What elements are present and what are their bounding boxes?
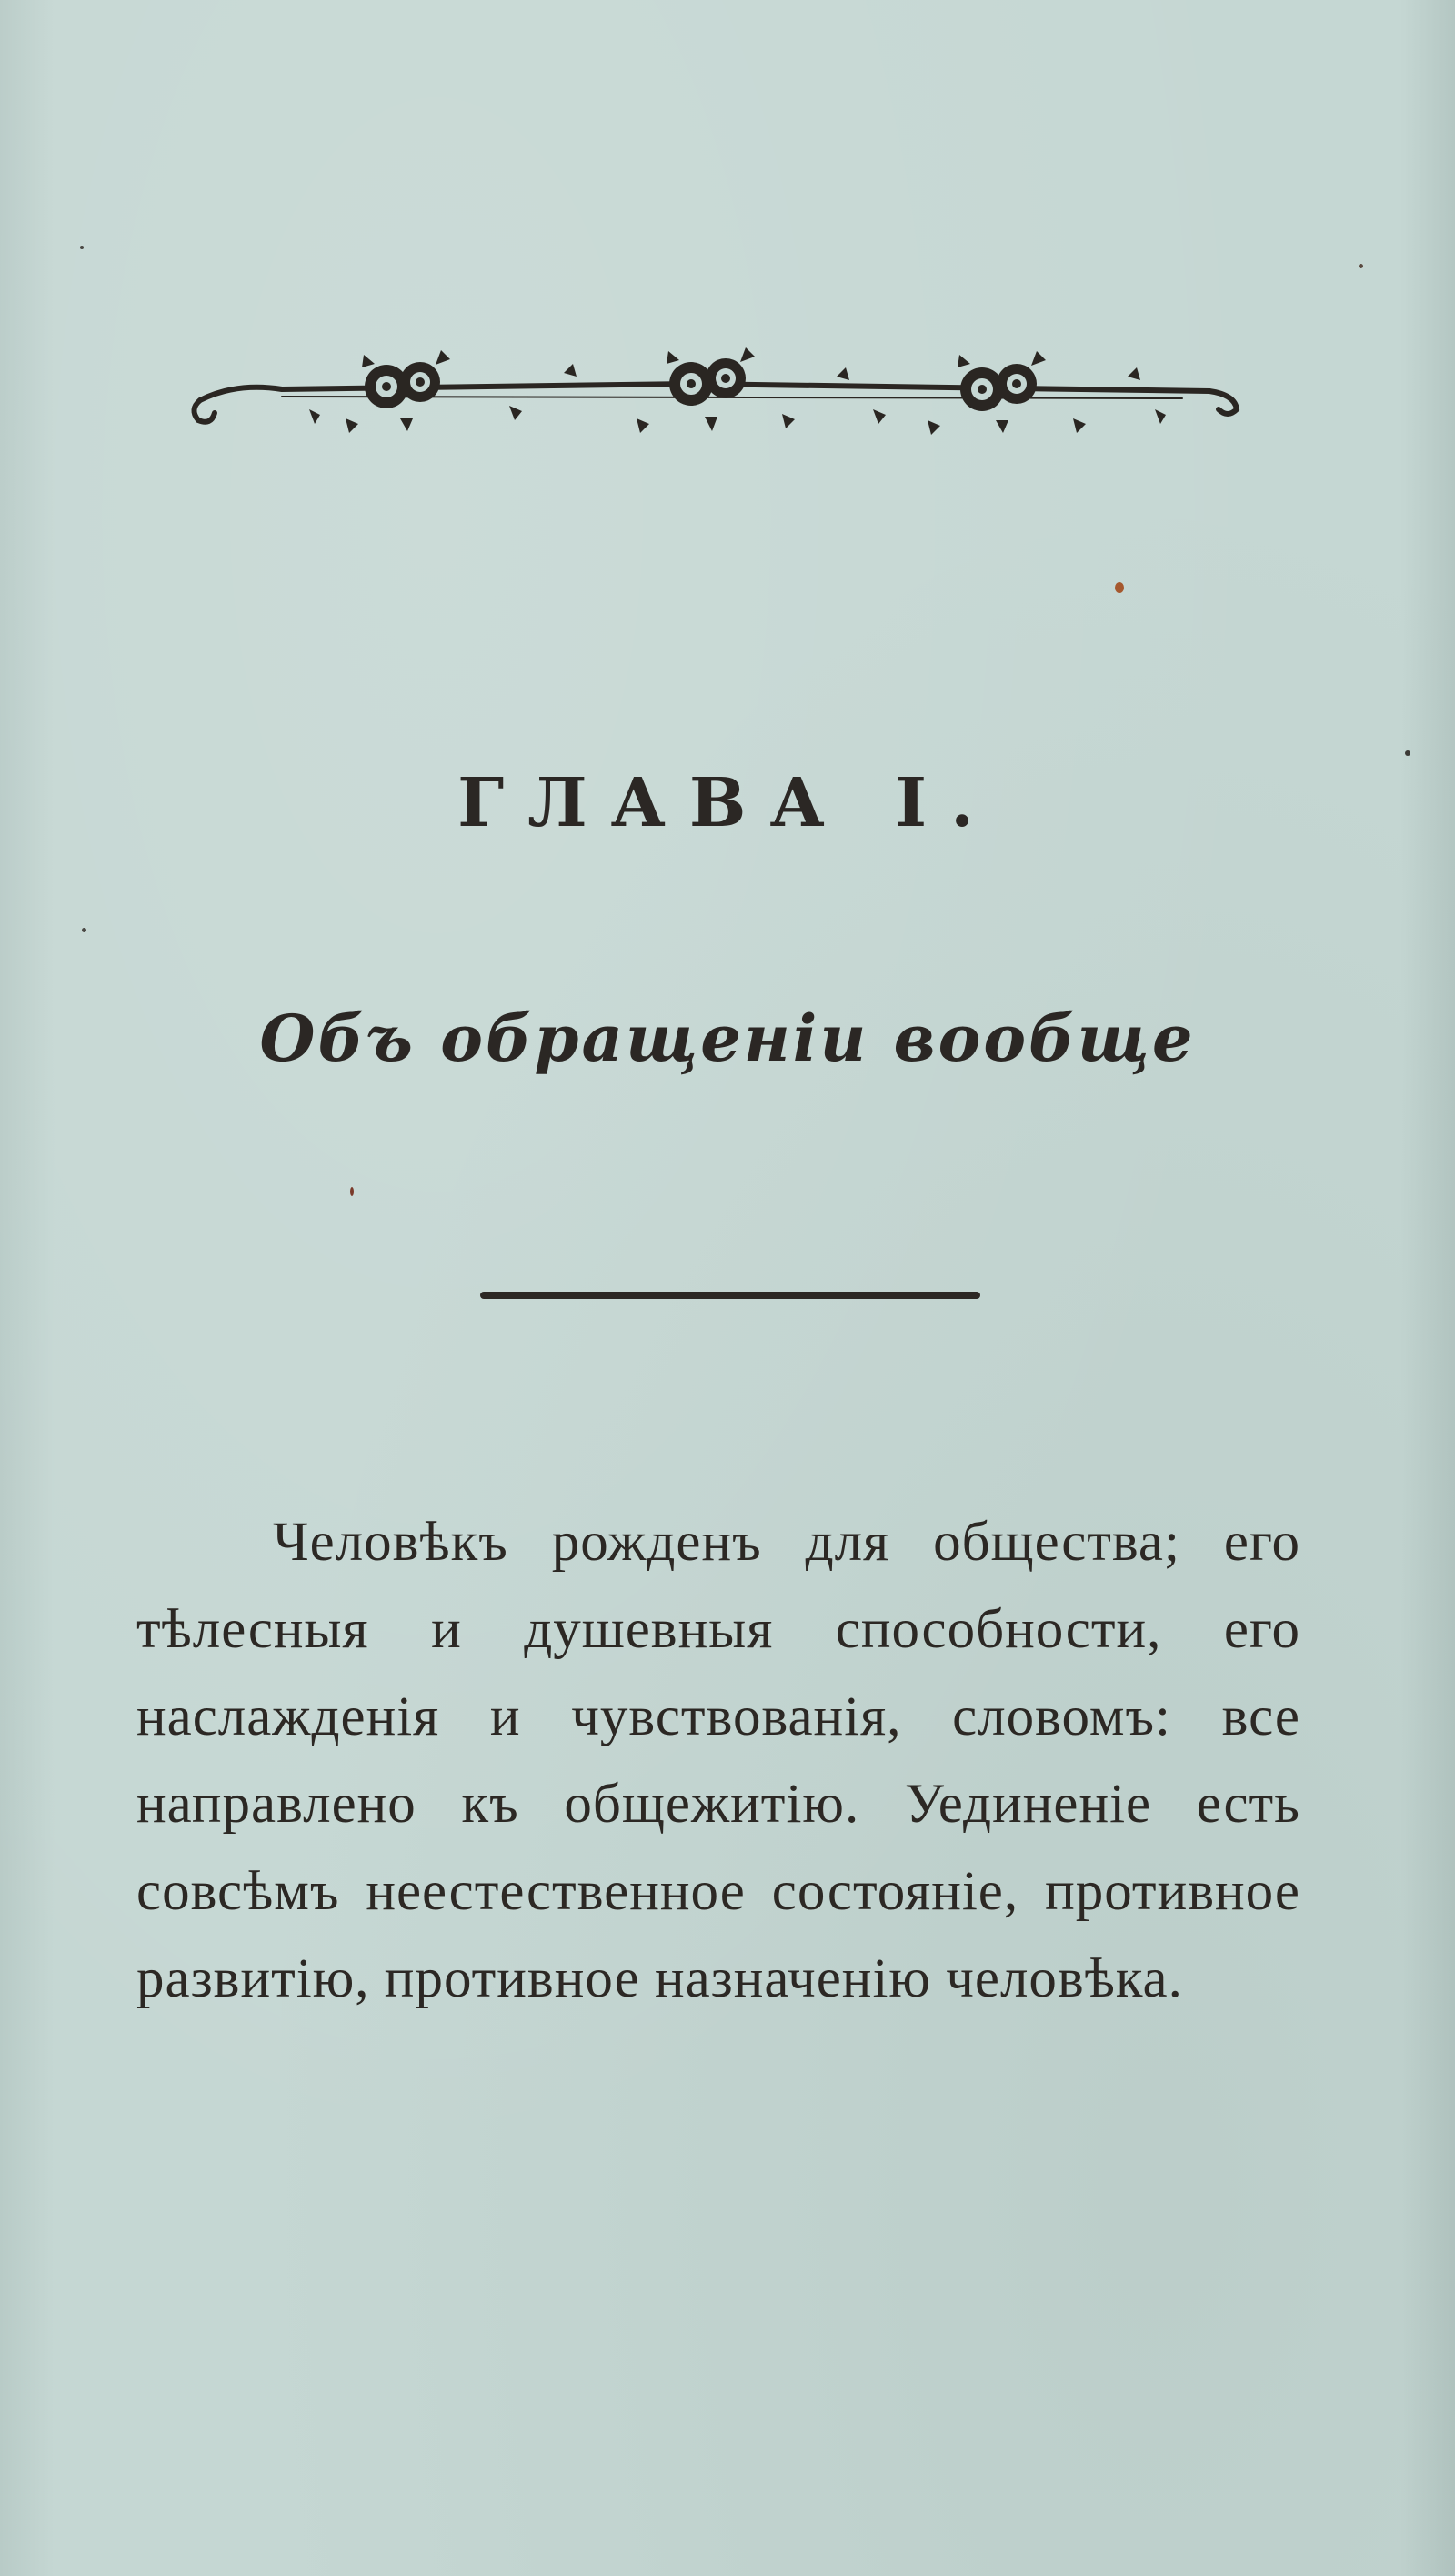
paper-speck xyxy=(350,1187,354,1196)
chapter-heading: ГЛАВА І. xyxy=(457,764,998,842)
chapter-subtitle: Объ обращеніи вообще xyxy=(259,1001,1196,1076)
rose-cluster-center xyxy=(637,347,795,433)
rose-cluster-right xyxy=(928,351,1086,435)
paper-speck xyxy=(1115,582,1124,593)
paper-speck xyxy=(82,928,86,932)
paper-speck xyxy=(80,246,84,249)
paper-speck xyxy=(1359,264,1363,268)
body-paragraph: Человѣкъ рожденъ для общества; его тѣлесныя и душевныя способности, его наслажденія и чувствованія, словомъ: все направлено къ общежитію. Уединеніе есть совсѣмъ неестественное состояніе, противное развитію, противное назначенію человѣка. xyxy=(136,1512,1300,2009)
paper-speck xyxy=(1405,750,1410,756)
rose-cluster-left xyxy=(346,350,450,433)
floral-garland-ornament xyxy=(182,318,1255,464)
section-divider-rule xyxy=(480,1292,980,1299)
